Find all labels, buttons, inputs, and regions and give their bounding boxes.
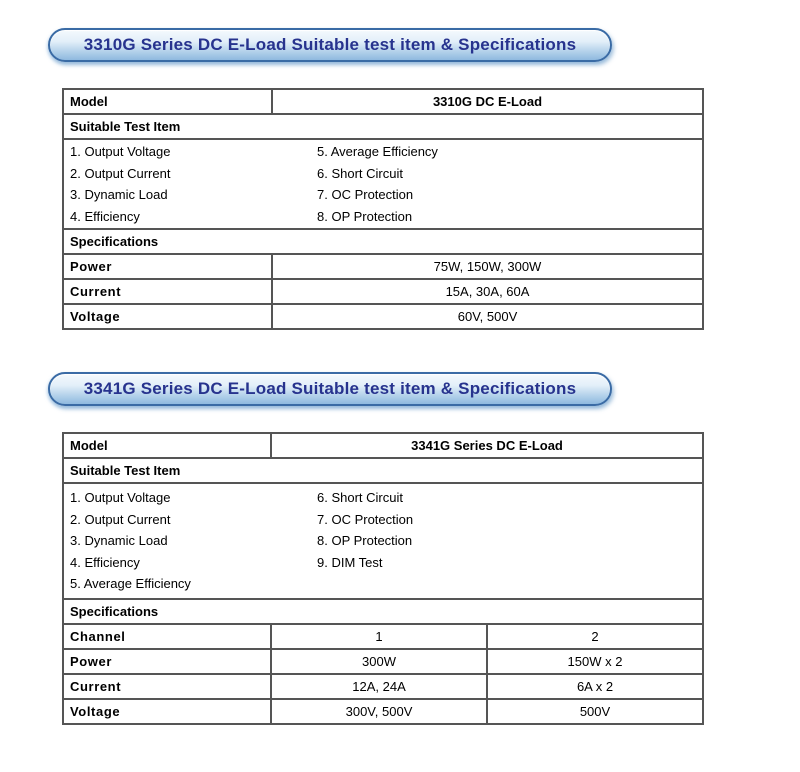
test-item: 8. OP Protection [317, 208, 413, 224]
test-item: 3. Dynamic Load [70, 187, 168, 202]
model-value-cell: 3310G DC E-Load [272, 89, 703, 114]
spec-label-voltage: Voltage [63, 699, 271, 724]
test-items-cell [63, 483, 703, 599]
spec-label-channel: Channel [63, 624, 271, 649]
test-item: 7. OC Protection [317, 511, 414, 527]
test-items-right-column [317, 141, 438, 227]
spec-value-channel-1: 1 [271, 624, 487, 649]
banner-3341g [48, 372, 612, 406]
test-item: 5. Average Efficiency [317, 144, 438, 159]
test-items-right-column [317, 487, 413, 595]
specifications-header: Specifications [63, 229, 703, 254]
model-label-cell: Model [63, 89, 272, 114]
model-row [63, 433, 703, 458]
specifications-header-row [63, 229, 703, 254]
test-items-left-column [70, 141, 317, 227]
spec-row-channel [63, 624, 703, 649]
test-item: 1. Output Voltage [70, 144, 171, 159]
test-item: 9. DIM Test [317, 554, 383, 570]
spec-value-current-1: 12A, 24A [271, 674, 487, 699]
spec-value-voltage-2: 500V [487, 699, 703, 724]
spec-value-power: 75W, 150W, 300W [272, 254, 703, 279]
spec-label-current: Current [63, 674, 271, 699]
spec-value-power-1: 300W [271, 649, 487, 674]
test-item: 6. Short Circuit [317, 165, 403, 181]
spec-value-voltage: 60V, 500V [272, 304, 703, 329]
spec-label-voltage: Voltage [63, 304, 272, 329]
spec-label-power: Power [63, 649, 271, 674]
spec-row-current [63, 279, 703, 304]
test-item: 4. Efficiency [70, 554, 140, 570]
spec-label-current: Current [63, 279, 272, 304]
spec-label-power: Power [63, 254, 272, 279]
test-item: 2. Output Current [70, 165, 171, 181]
suitable-test-item-row [63, 114, 703, 139]
spec-value-channel-2: 2 [487, 624, 703, 649]
spec-value-current-2: 6A x 2 [487, 674, 703, 699]
test-item: 3. Dynamic Load [70, 533, 168, 549]
suitable-test-item-header: Suitable Test Item [63, 458, 703, 483]
spec-value-current: 15A, 30A, 60A [272, 279, 703, 304]
model-row [63, 89, 703, 114]
suitable-test-item-row [63, 458, 703, 483]
test-item: 2. Output Current [70, 511, 171, 527]
suitable-test-item-header: Suitable Test Item [63, 114, 703, 139]
test-items-left-column [70, 487, 317, 595]
test-items-cell [63, 139, 703, 229]
banner-3310g [48, 28, 612, 62]
spec-row-power [63, 649, 703, 674]
model-label-cell: Model [63, 433, 271, 458]
test-item: 1. Output Voltage [70, 490, 171, 506]
specifications-header: Specifications [63, 599, 703, 624]
banner-3310g-title: 3310G Series DC E-Load Suitable test item & Specifications [83, 35, 577, 54]
model-value-cell: 3341G Series DC E-Load [271, 433, 703, 458]
spec-row-current [63, 674, 703, 699]
spec-table-3341g [62, 432, 704, 725]
spec-value-power-2: 150W x 2 [487, 649, 703, 674]
test-item: 8. OP Protection [317, 533, 413, 549]
spec-row-voltage [63, 304, 703, 329]
spec-table-3310g [62, 88, 704, 330]
test-item: 4. Efficiency [70, 208, 140, 224]
spec-row-voltage [63, 699, 703, 724]
test-items-row [63, 139, 703, 229]
spec-value-voltage-1: 300V, 500V [271, 699, 487, 724]
test-item: 7. OC Protection [317, 187, 414, 202]
banner-3341g-title: 3341G Series DC E-Load Suitable test item & Specifications [83, 379, 577, 398]
test-item: 6. Short Circuit [317, 490, 403, 506]
specifications-header-row [63, 599, 703, 624]
test-items-row [63, 483, 703, 599]
spec-row-power [63, 254, 703, 279]
test-item: 5. Average Efficiency [70, 576, 191, 592]
